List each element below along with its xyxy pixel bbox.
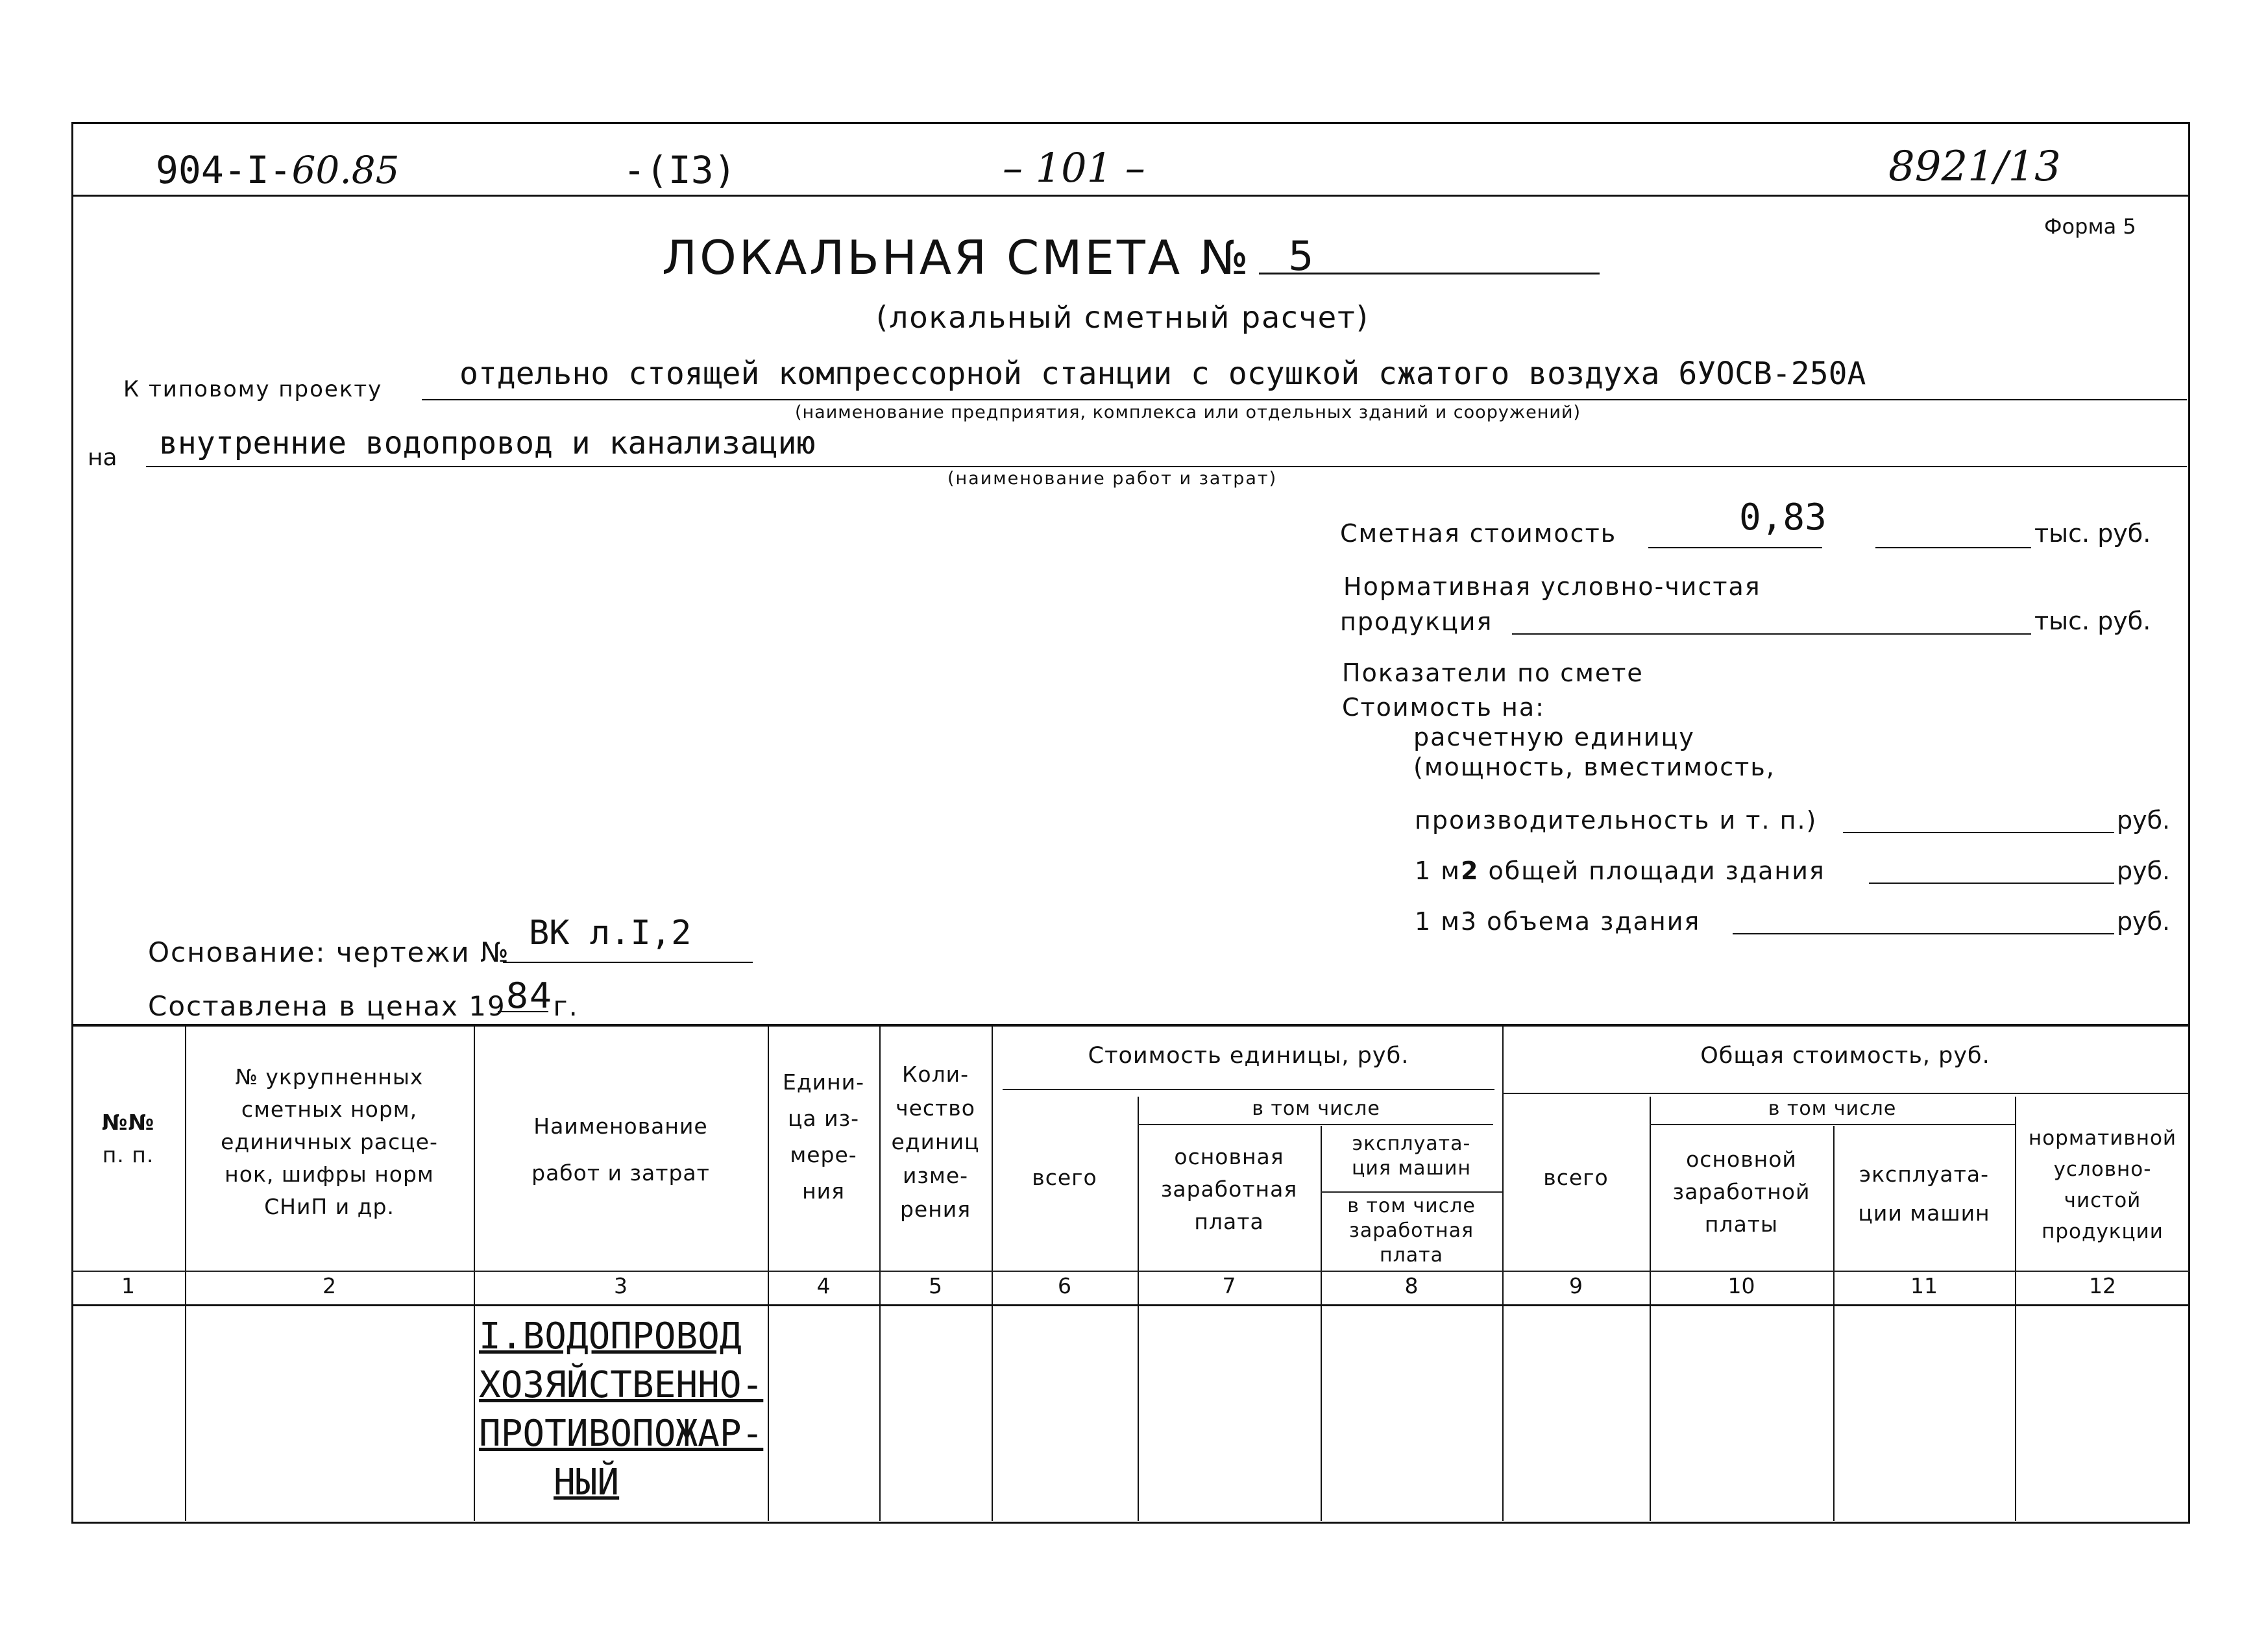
frame-top — [71, 122, 2190, 124]
col7-header-line1: основная — [1174, 1144, 1284, 1169]
unit-cost-incl-header: в том числе — [1252, 1097, 1380, 1120]
colnum-4: 4 — [816, 1273, 831, 1298]
col3-header-line2: работ и затрат — [531, 1160, 710, 1186]
prices-year: 84 — [506, 975, 554, 1016]
estimated-cost-line — [1648, 547, 1822, 548]
total-cost-incl-header: в том числе — [1768, 1097, 1897, 1120]
area-line — [1415, 857, 1825, 885]
header-bottom-line — [71, 1271, 2190, 1272]
col5-header-line5: рения — [899, 1197, 971, 1222]
project-label: К типовому проекту — [123, 376, 383, 402]
col8-split-line — [1321, 1191, 1502, 1193]
series-print: 904-I- — [156, 148, 292, 192]
col1-header — [71, 1106, 185, 1171]
normative-unit: тыс. руб. — [2034, 607, 2151, 635]
colnum-10: 10 — [1727, 1273, 1755, 1298]
volume-line-rub: руб. — [2117, 907, 2171, 936]
col8-bottom-line2: заработная — [1348, 1219, 1474, 1242]
col8-top-header — [1321, 1132, 1502, 1181]
col6-header: всего — [1032, 1165, 1097, 1190]
drawings-line — [503, 962, 753, 963]
prices-year-underline — [498, 1011, 548, 1012]
col4-header-line3: мере- — [790, 1142, 857, 1167]
frame-left — [71, 122, 73, 1524]
normative-line — [1512, 633, 2031, 635]
frame-bottom — [71, 1522, 2190, 1524]
total-cost-group-header: Общая стоимость, руб. — [1700, 1043, 1990, 1069]
colnum-6: 6 — [1058, 1273, 1071, 1298]
colnum-bottom-line — [71, 1304, 2190, 1306]
col5-header-line4: изме- — [902, 1163, 969, 1188]
col12-header-line3: чистой — [2064, 1189, 2141, 1212]
estimated-cost-unit: тыс. руб. — [2034, 519, 2151, 548]
colnum-12: 12 — [2089, 1273, 2116, 1298]
prices-label-b: г. — [553, 990, 579, 1022]
colnum-8: 8 — [1404, 1273, 1419, 1298]
document-subtitle: (локальный сметный расчет) — [876, 300, 1369, 335]
unit-line-rub: руб. — [2117, 806, 2171, 834]
area-line-rub: руб. — [2117, 857, 2171, 885]
col3-header-line1: Наименование — [533, 1114, 708, 1139]
prices-line — [148, 975, 579, 1024]
colnum-1: 1 — [121, 1273, 135, 1298]
col1-header-line1: №№ — [101, 1110, 155, 1135]
colnum-5: 5 — [929, 1273, 942, 1298]
col8-top-line2: ция машин — [1351, 1157, 1472, 1180]
col7-header-line2: заработная — [1160, 1176, 1298, 1202]
section-title-line4: НЫЙ — [554, 1461, 620, 1504]
area-line-fill — [1869, 883, 2114, 884]
works-value: внутренние водопровод и канализацию — [159, 425, 816, 461]
unit-cost-group-header: Стоимость единицы, руб. — [1088, 1043, 1409, 1069]
col1-header-line2: п. п. — [102, 1142, 154, 1167]
form-label: Форма 5 — [2044, 214, 2136, 239]
cost-for-label: Стоимость на: — [1342, 693, 1545, 722]
col10-header-line1: основной — [1686, 1147, 1797, 1172]
col8-bottom-header — [1321, 1194, 1502, 1268]
col4-header-line4: ния — [802, 1178, 845, 1204]
col10-header — [1650, 1143, 1833, 1241]
col4-header-line1: Едини- — [782, 1069, 865, 1095]
frame-right — [2188, 122, 2190, 1524]
unit-line-2: (мощность, вместимость, — [1413, 753, 1775, 781]
col12-header-line4: продукции — [2042, 1220, 2164, 1243]
area-line-b: 2 — [1460, 857, 1480, 885]
volume-line-fill — [1733, 933, 2114, 934]
col2-header-line2: сметных норм, — [241, 1097, 418, 1122]
col2-header-line5: СНиП и др. — [264, 1194, 395, 1219]
top-bar-series — [156, 148, 400, 192]
colnum-3: 3 — [614, 1273, 628, 1298]
works-label: на — [88, 445, 117, 471]
col8-top-line1: эксплуата- — [1352, 1132, 1471, 1155]
series-hand: 60.85 — [291, 148, 400, 192]
col4-header-line2: ца из- — [787, 1106, 860, 1131]
col11-header — [1833, 1155, 2015, 1233]
sheet-code: -(I3) — [623, 148, 737, 192]
unit-line-3: производительность и т. п.) — [1415, 806, 1818, 834]
col9-header: всего — [1543, 1165, 1609, 1190]
normative-label-1: Нормативная условно-чистая — [1343, 572, 1761, 601]
works-line — [146, 466, 2187, 467]
section-title-line1: I.ВОДОПРОВОД — [479, 1315, 742, 1358]
col2-header-line3: единичных расце- — [221, 1129, 438, 1154]
col5-header-line1: Коли- — [901, 1062, 969, 1087]
estimated-cost-line-2 — [1875, 547, 2031, 548]
unit-cost-group-line — [1003, 1089, 1494, 1090]
col5-header — [879, 1058, 992, 1226]
colnum-9: 9 — [1569, 1273, 1583, 1298]
col8-bottom-line3: плата — [1379, 1244, 1444, 1267]
col8-bottom-line1: в том числе — [1347, 1195, 1476, 1217]
col12-header-line1: нормативной — [2028, 1127, 2177, 1150]
col-divider-7 — [1321, 1126, 1322, 1521]
indicators-label: Показатели по смете — [1342, 659, 1644, 687]
document-title: ЛОКАЛЬНАЯ СМЕТА № — [662, 230, 1251, 285]
project-caption: (наименование предприятия, комплекса или отдельных зданий и сооружений) — [795, 402, 1581, 422]
drawings-label: Основание: чертежи № — [148, 936, 510, 968]
colnum-7: 7 — [1222, 1273, 1236, 1298]
col12-header — [2015, 1123, 2190, 1247]
col5-header-line3: единиц — [891, 1129, 980, 1154]
unit-line-1: расчетную единицу — [1413, 723, 1695, 751]
col2-header-line1: № укрупненных — [235, 1064, 424, 1090]
estimated-cost-value: 0,83 — [1739, 496, 1827, 539]
project-value: отдельно стоящей компрессорной станции с осушкой сжатого воздуха 6УОСВ-250А — [459, 356, 1866, 392]
colnum-2: 2 — [323, 1273, 336, 1298]
col5-header-line2: чество — [896, 1095, 975, 1121]
page-number: – 101 – — [1003, 144, 1145, 191]
section-title — [479, 1312, 763, 1507]
section-title-line2: ХОЗЯЙСТВЕННО- — [479, 1364, 764, 1406]
col10-header-line3: платы — [1704, 1212, 1779, 1237]
col7-header-line3: плата — [1194, 1209, 1264, 1234]
col11-header-line2: ции машин — [1858, 1200, 1990, 1226]
col4-header — [768, 1064, 879, 1210]
colnum-11: 11 — [1910, 1273, 1938, 1298]
col2-header-line4: нок, шифры норм — [225, 1162, 434, 1187]
volume-line: 1 м3 объема здания — [1415, 907, 1701, 936]
estimated-cost-label: Сметная стоимость — [1340, 519, 1617, 548]
archive-number: 8921/13 — [1888, 143, 2061, 191]
table-top-border — [71, 1024, 2190, 1027]
works-caption: (наименование работ и затрат) — [947, 469, 1278, 489]
section-title-line3: ПРОТИВОПОЖАР- — [479, 1413, 764, 1455]
col11-header-line1: эксплуата- — [1859, 1162, 1989, 1187]
project-line — [422, 399, 2187, 400]
col10-header-line2: заработной — [1672, 1179, 1811, 1204]
area-line-c: общей площади здания — [1479, 857, 1825, 885]
col12-header-line2: условно- — [2053, 1158, 2152, 1181]
drawings-value: ВК л.I,2 — [529, 914, 692, 953]
unit-line-fill — [1843, 832, 2114, 833]
estimate-number: 5 — [1288, 232, 1314, 280]
estimate-number-line — [1259, 273, 1600, 274]
col7-header — [1138, 1141, 1321, 1238]
normative-label-2: продукция — [1340, 607, 1493, 636]
area-line-a: 1 м — [1415, 857, 1461, 885]
col2-header — [185, 1061, 474, 1223]
top-bar-divider — [71, 195, 2190, 197]
col3-header — [474, 1103, 768, 1197]
prices-label-a: Составлена в ценах 19 — [148, 990, 506, 1022]
